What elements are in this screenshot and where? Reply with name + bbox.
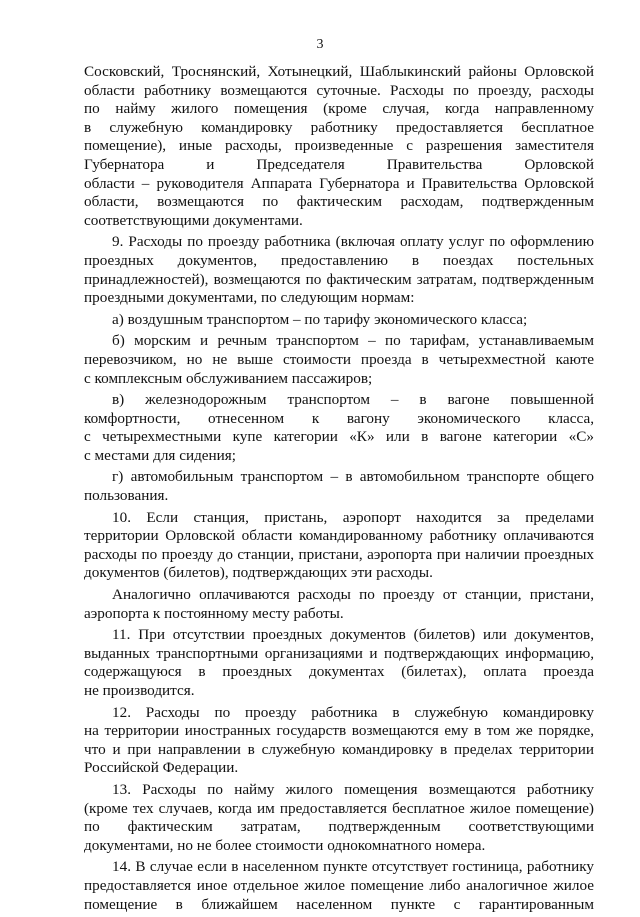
text-line: пользования.	[84, 487, 169, 505]
text-line: Аналогично оплачиваются расходы по проезду от станции, пристани,	[112, 586, 594, 604]
paragraph-item-10-cont	[84, 586, 594, 623]
document-body	[84, 63, 594, 917]
text-line: не производится.	[84, 682, 195, 699]
text-line: Российской Федерации.	[84, 759, 239, 777]
text-line: б) морским и речным транспортом – по тарифам, устанавливаемым	[112, 332, 594, 350]
text-line: с четырехместными купе категории «К» или в вагоне категории «С»	[84, 428, 594, 446]
text-line: а) воздушным транспортом – по тарифу экономического класса;	[112, 310, 528, 328]
text-line: перевозчиком, но не выше стоимости проезда в четырехместной каюте	[84, 350, 594, 368]
text-line: в служебную командировку работнику предоставляется бесплатное	[84, 118, 594, 136]
text-line: 12. Расходы по проезду работника в служебную командировку	[112, 703, 594, 721]
text-line: проездных документов, предоставлению в поездах постельных	[84, 251, 594, 269]
paragraph-item-12	[84, 704, 594, 778]
text-line: на территории иностранных государств возмещаются ему в том же порядке,	[84, 722, 594, 740]
text-line: содержащуюся в проездных документах (билетах), оплата проезда	[84, 663, 594, 681]
text-line: 13. Расходы по найму жилого помещения возмещаются работнику	[112, 780, 594, 798]
text-line: расходы по проезду до станции, пристани, аэропорта при наличии проездных	[84, 545, 594, 563]
paragraph-item-14	[84, 858, 594, 914]
text-line: с комплексным обслуживанием пассажиров;	[84, 369, 373, 387]
text-line: в) железнодорожным транспортом – в вагоне повышенной	[112, 391, 594, 409]
text-line: комфортности, отнесенном к вагону экономического класса,	[84, 409, 594, 427]
text-line: помещение в ближайшем населенном пункте с гарантированным	[84, 895, 594, 913]
paragraph-item-9b	[84, 332, 594, 388]
text-line: 14. В случае если в населенном пункте отсутствует гостиница, работнику	[112, 858, 594, 876]
text-line: области, возмещаются по фактическим расходам, подтвержденным	[84, 193, 594, 211]
paragraph-item-9a	[84, 311, 594, 330]
text-line: предоставляется иное отдельное жилое помещение либо аналогичное жилое	[84, 876, 594, 894]
text-line: Губернатора и Председателя Правительства Орловской	[84, 155, 594, 173]
text-line: Сосковский, Троснянский, Хотынецкий, Шаблыкинский районы Орловской	[84, 63, 594, 80]
text-line: 9. Расходы по проезду работника (включая оплату услуг по оформлению	[112, 233, 594, 251]
paragraph-item-9	[84, 233, 594, 307]
paragraph-item-9v	[84, 391, 594, 465]
text-line: 10. Если станция, пристань, аэропорт находится за пределами	[112, 508, 594, 526]
text-line: соответствующими документами.	[84, 211, 303, 229]
text-line: документов (билетов), подтверждающих эти расходы.	[84, 564, 433, 582]
text-line: аэропорта к постоянному месту работы.	[84, 604, 344, 622]
paragraph-item-9g	[84, 468, 594, 505]
text-line: выданных транспортными организациями и подтверждающих информацию,	[84, 644, 594, 662]
text-line: территории Орловской области командированному работнику оплачиваются	[84, 527, 594, 545]
paragraph-item-10	[84, 509, 594, 583]
paragraph-item-13	[84, 781, 594, 855]
text-line: документами, но не более стоимости однокомнатного номера.	[84, 836, 486, 854]
page-number: 3	[316, 37, 324, 52]
text-line: 11. При отсутствии проездных документов (билетов) или документов,	[112, 626, 594, 644]
text-line: помещение), иные расходы, произведенные с разрешения заместителя	[84, 137, 594, 155]
paragraph-continuation	[84, 63, 594, 230]
text-line: принадлежностей), возмещаются по фактическим затратам, подтвержденным	[84, 270, 594, 288]
paragraph-item-11	[84, 626, 594, 700]
text-line: (кроме тех случаев, когда им предоставляется бесплатное жилое помещение)	[84, 799, 594, 817]
text-line: по фактическим затратам, подтвержденным соответствующими	[84, 818, 594, 836]
text-line: области – руководителя Аппарата Губернатора и Правительства Орловской	[84, 174, 594, 192]
text-line: проездными документами, по следующим нормам:	[84, 289, 415, 307]
text-line: с местами для сидения;	[84, 446, 236, 464]
text-line: области работнику возмещаются суточные. Расходы по проезду, расходы	[84, 81, 594, 99]
text-line: г) автомобильным транспортом – в автомобильном транспорте общего	[112, 468, 594, 486]
text-line: что и при направлении в служебную командировку в пределах территории	[84, 740, 594, 758]
text-line: по найму жилого помещения (кроме случая, когда направленному	[84, 100, 594, 118]
